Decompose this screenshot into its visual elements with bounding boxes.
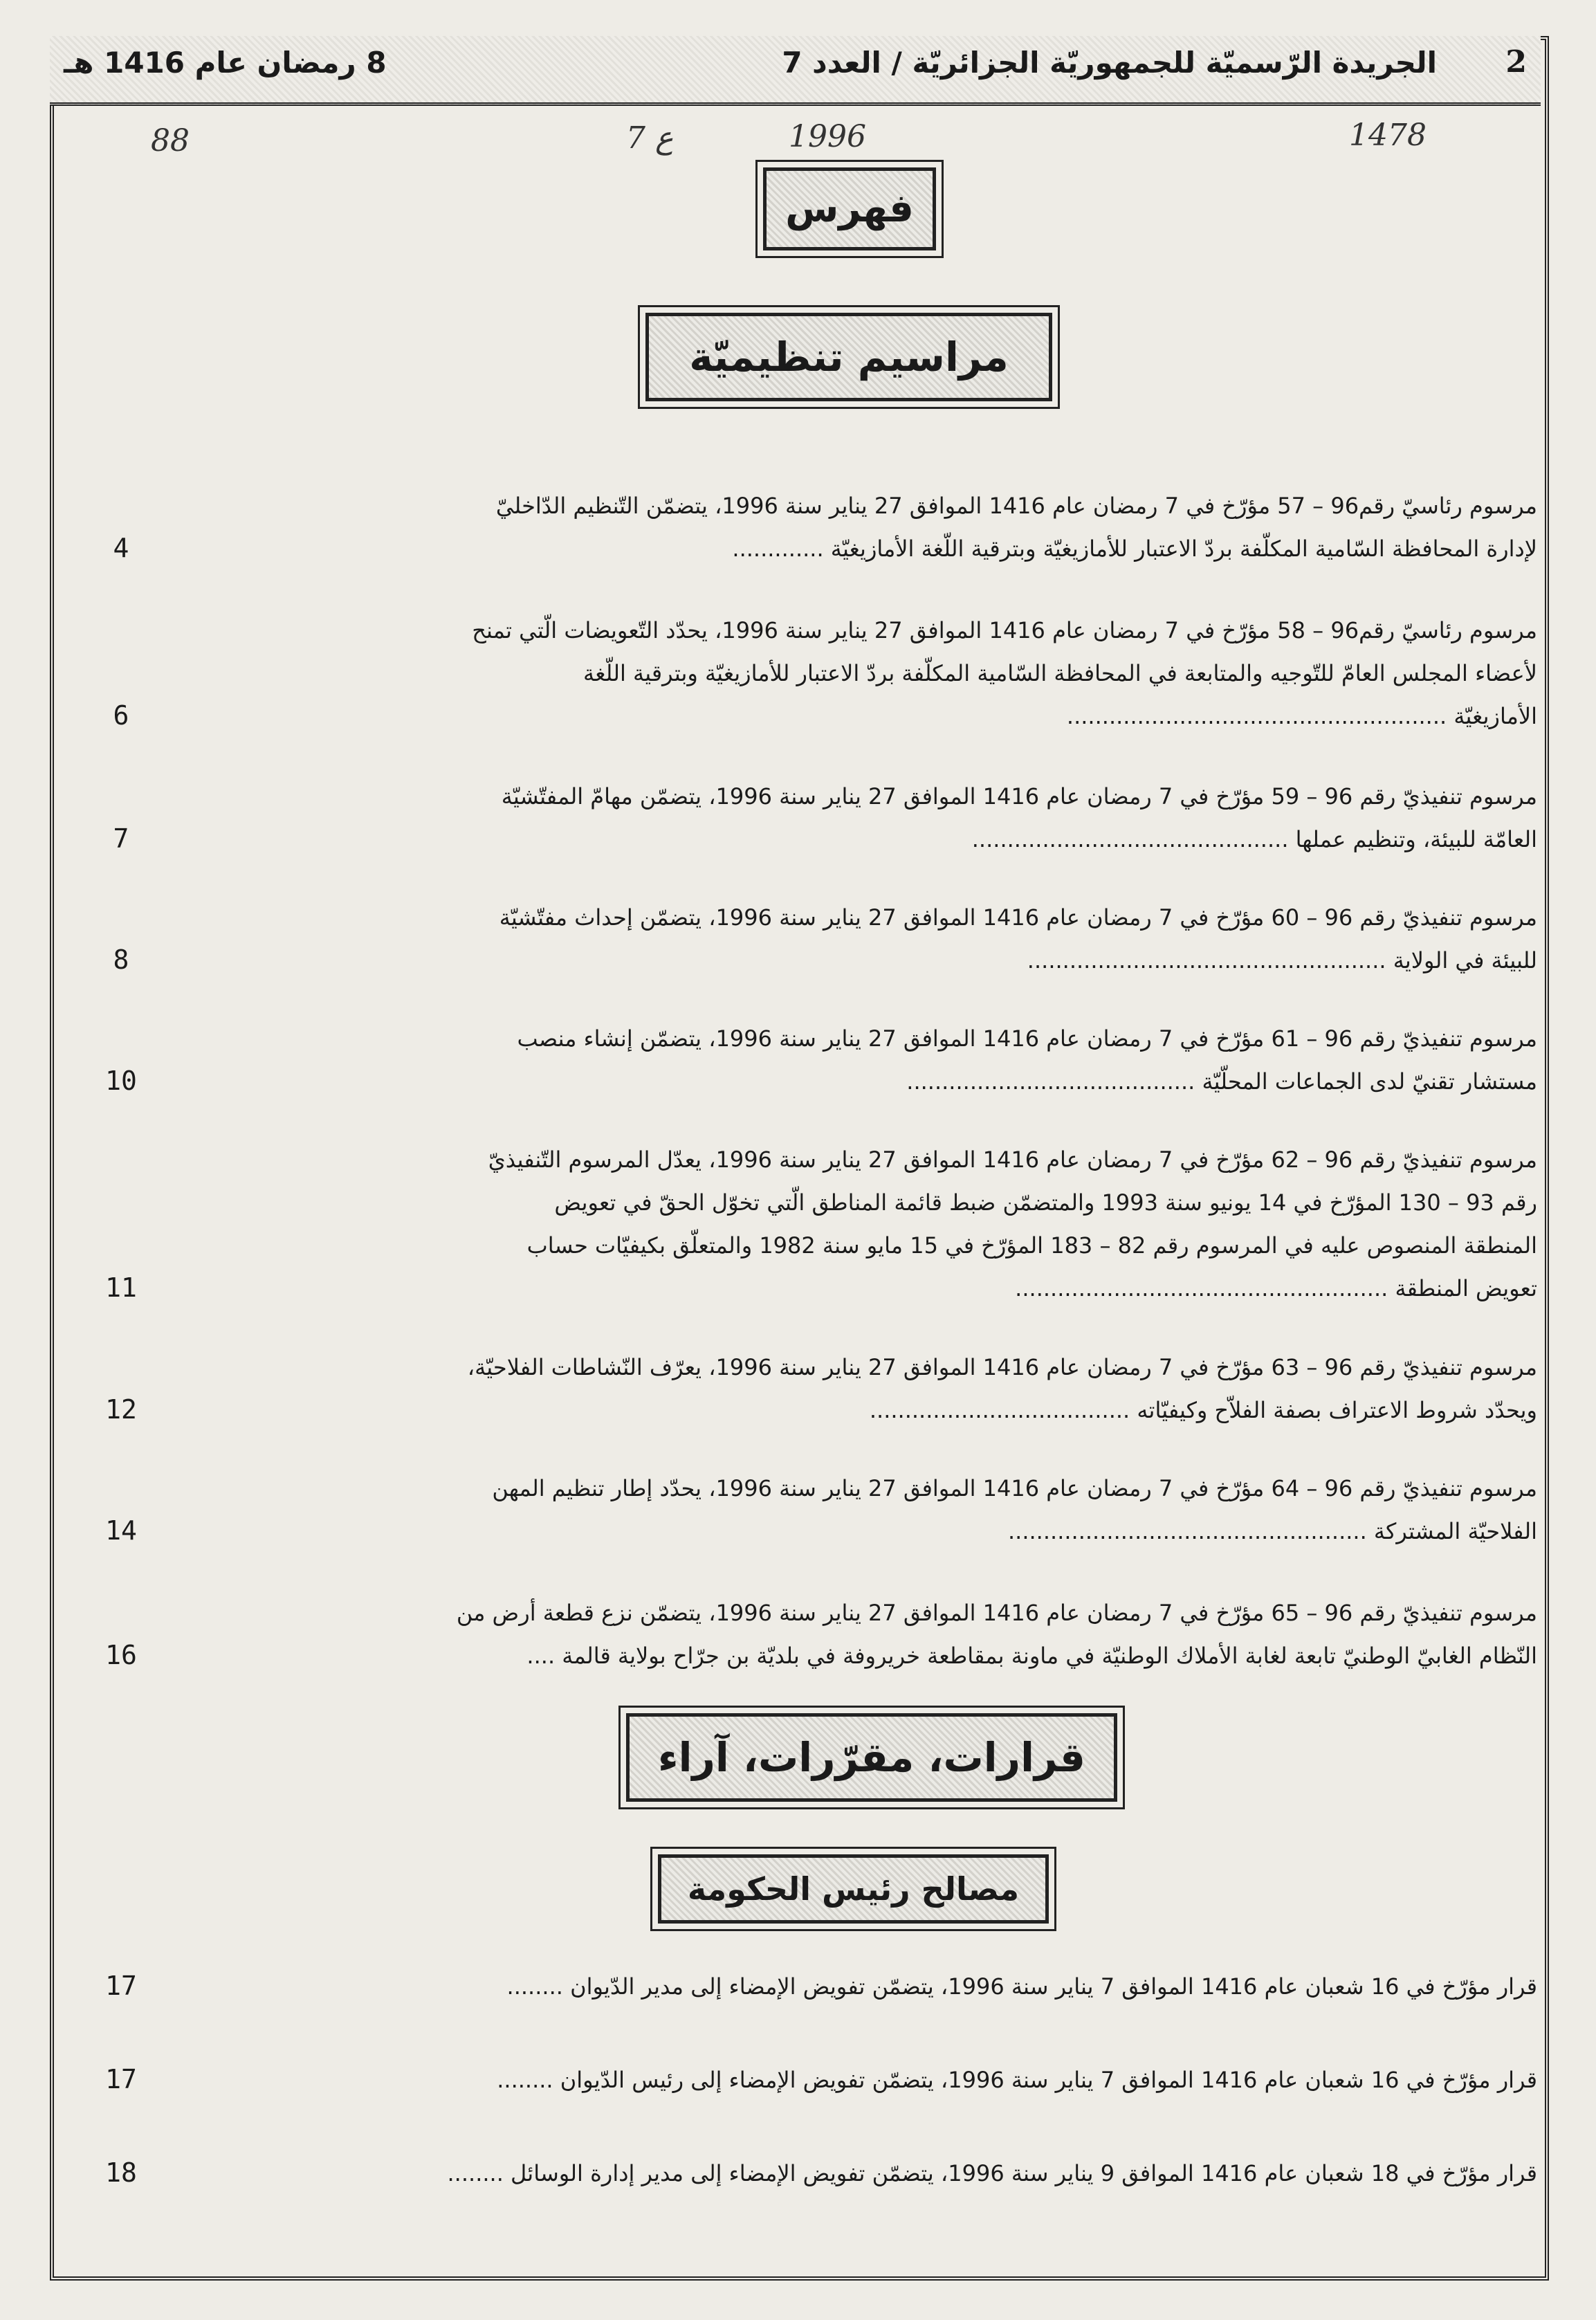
decision-entry — [181, 2152, 1537, 2195]
leader-dots: .... — [526, 1643, 562, 1669]
decree-line: مستشار تقنيّ لدى الجماعات المحلّيّة ......................................... — [906, 1068, 1537, 1095]
decision-line: قرار مؤرّخ في 16 شعبان عام 1416 الموافق 7 يناير سنة 1996، يتضمّن تفويض الإمضاء إلى رئيس الدّيوان ........ — [497, 2067, 1537, 2093]
decision-entry — [181, 2058, 1537, 2101]
page-header — [50, 36, 1541, 106]
decree-line: للبيئة في الولاية ................................................... — [1027, 947, 1537, 974]
decree-line: الفلاحيّة المشتركة ................................................... — [1007, 1518, 1537, 1544]
decree-line: رقم 93 – 130 المؤرّخ في 14 يونيو سنة 1993 والمتضمّن ضبط قائمة المناطق الّتي تخوّل الحقّ في تعويض — [554, 1189, 1537, 1216]
decree-entry — [181, 775, 1537, 861]
leader-dots: ...................................................... — [1066, 703, 1454, 729]
leader-dots: ........ — [497, 2067, 560, 2093]
decree-entry — [181, 1138, 1537, 1310]
decree-entry — [181, 1467, 1537, 1553]
decree-line: مرسوم تنفيذيّ رقم 96 – 60 مؤرّخ في 7 رمضان عام 1416 الموافق 27 يناير سنة 1996، يتضمّن إحداث مفتّشيّة — [499, 904, 1537, 931]
subsection-title: مصالح رئيس الحكومة — [658, 1854, 1049, 1924]
page-ref: 17 — [105, 2064, 137, 2094]
leader-dots: ......................................... — [906, 1068, 1202, 1095]
decree-line: لإدارة المحافظة السّامية المكلّفة بردّ الاعتبار للأمازيغيّة وبترقية اللّغة الأمازيغيّة ............. — [732, 536, 1537, 562]
leader-dots: ................................................... — [1027, 947, 1393, 974]
decision-entry — [181, 1965, 1537, 2008]
page-ref: 4 — [113, 533, 129, 563]
decree-line: تعويض المنطقة ..................................................... — [1015, 1275, 1537, 1301]
issue-date: 8 رمضان عام 1416 هـ — [64, 46, 387, 80]
decree-line: لأعضاء المجلس العامّ للتّوجيه والمتابعة في المحافظة السّامية المكلّفة بردّ الاعتبار للأمازيغيّة وبترقية اللّغة — [583, 660, 1537, 686]
decree-line: المنطقة المنصوص عليه في المرسوم رقم 82 – 183 المؤرّخ في 15 مايو سنة 1982 والمتعلّق بكيفيّات حساب — [526, 1232, 1537, 1259]
decree-line: الأمازيغيّة ...................................................... — [1066, 703, 1537, 729]
index-title: فهرس — [763, 167, 936, 250]
leader-dots: ............................................. — [971, 826, 1296, 852]
decree-line: مرسوم تنفيذيّ رقم 96 – 63 مؤرّخ في 7 رمضان عام 1416 الموافق 27 يناير سنة 1996، يعرّف النّشاطات الفلاحيّة، — [467, 1354, 1537, 1380]
decree-entry — [181, 609, 1537, 738]
decree-line: مرسوم رئاسيّ رقم96 – 58 مؤرّخ في 7 رمضان عام 1416 الموافق 27 يناير سنة 1996، يحدّد التّعويضات الّتي تمنح — [472, 617, 1537, 643]
decree-entry — [181, 1591, 1537, 1677]
page-ref: 10 — [105, 1066, 137, 1096]
journal-title: الجريدة الرّسميّة للجمهوريّة الجزائريّة / العدد 7 — [782, 46, 1437, 80]
leader-dots: ........ — [506, 1973, 571, 2000]
page-ref: 7 — [113, 823, 129, 854]
decree-line: مرسوم تنفيذيّ رقم 96 – 61 مؤرّخ في 7 رمضان عام 1416 الموافق 27 يناير سنة 1996، يتضمّن إنشاء منصب — [517, 1025, 1537, 1052]
decree-line: مرسوم تنفيذيّ رقم 96 – 62 مؤرّخ في 7 رمضان عام 1416 الموافق 27 يناير سنة 1996، يعدّل المرسوم التّنفيذيّ — [488, 1147, 1537, 1173]
leader-dots: ..................................... — [869, 1397, 1137, 1423]
page-ref: 8 — [113, 944, 129, 975]
decree-line: ويحدّد شروط الاعتراف بصفة الفلاّح وكيفيّاته ..................................... — [869, 1397, 1537, 1423]
decree-entry — [181, 1017, 1537, 1103]
leader-dots: ........ — [447, 2160, 511, 2186]
decree-line: مرسوم تنفيذيّ رقم 96 – 65 مؤرّخ في 7 رمضان عام 1416 الموافق 27 يناير سنة 1996، يتضمّن نزع قطعة أرض من — [456, 1600, 1537, 1626]
decree-line: العامّة للبيئة، وتنظيم عملها ............................................. — [971, 826, 1537, 852]
page-number: 2 — [1505, 44, 1527, 80]
page-ref: 17 — [105, 1971, 137, 2001]
decree-line: النّظام الغابيّ الوطنيّ تابعة لغابة الأملاك الوطنيّة في ماونة بمقاطعة خريروفة في بلديّة بن جرّاح بولاية قالمة .... — [526, 1643, 1537, 1669]
handwritten-note-right: 1478 — [1349, 118, 1427, 153]
handwritten-note-middle-b: 1996 — [789, 119, 866, 154]
section-decrees-title: مراسيم تنظيميّة — [645, 313, 1052, 401]
page-ref: 12 — [105, 1394, 137, 1425]
page-ref: 16 — [105, 1640, 137, 1670]
handwritten-note-left: 88 — [151, 123, 190, 158]
decree-line: مرسوم رئاسيّ رقم96 – 57 مؤرّخ في 7 رمضان عام 1416 الموافق 27 يناير سنة 1996، يتضمّن التّنظيم الدّاخليّ — [495, 493, 1537, 519]
handwritten-note-middle-a: 7 ع — [626, 120, 674, 156]
decree-line: مرسوم تنفيذيّ رقم 96 – 64 مؤرّخ في 7 رمضان عام 1416 الموافق 27 يناير سنة 1996، يحدّد إطار تنظيم المهن — [492, 1475, 1537, 1501]
leader-dots: ..................................................... — [1015, 1275, 1395, 1301]
page-ref: 11 — [105, 1272, 137, 1303]
decree-entry — [181, 896, 1537, 982]
page-ref: 14 — [105, 1515, 137, 1546]
decree-line: مرسوم تنفيذيّ رقم 96 – 59 مؤرّخ في 7 رمضان عام 1416 الموافق 27 يناير سنة 1996، يتضمّن مهامّ المفتّشيّة — [501, 783, 1537, 810]
leader-dots: ................................................... — [1007, 1518, 1374, 1544]
decree-entry — [181, 484, 1537, 570]
section-decisions-title: قرارات، مقرّرات، آراء — [626, 1713, 1117, 1802]
page-ref: 6 — [113, 700, 129, 731]
page-ref: 18 — [105, 2157, 137, 2188]
decision-line: قرار مؤرّخ في 16 شعبان عام 1416 الموافق 7 يناير سنة 1996، يتضمّن تفويض الإمضاء إلى مدير الدّيوان ........ — [506, 1973, 1537, 2000]
leader-dots: ............. — [732, 536, 831, 562]
decision-line: قرار مؤرّخ في 18 شعبان عام 1416 الموافق 9 يناير سنة 1996، يتضمّن تفويض الإمضاء إلى مدير إدارة الوسائل ........ — [447, 2160, 1537, 2186]
decree-entry — [181, 1346, 1537, 1432]
